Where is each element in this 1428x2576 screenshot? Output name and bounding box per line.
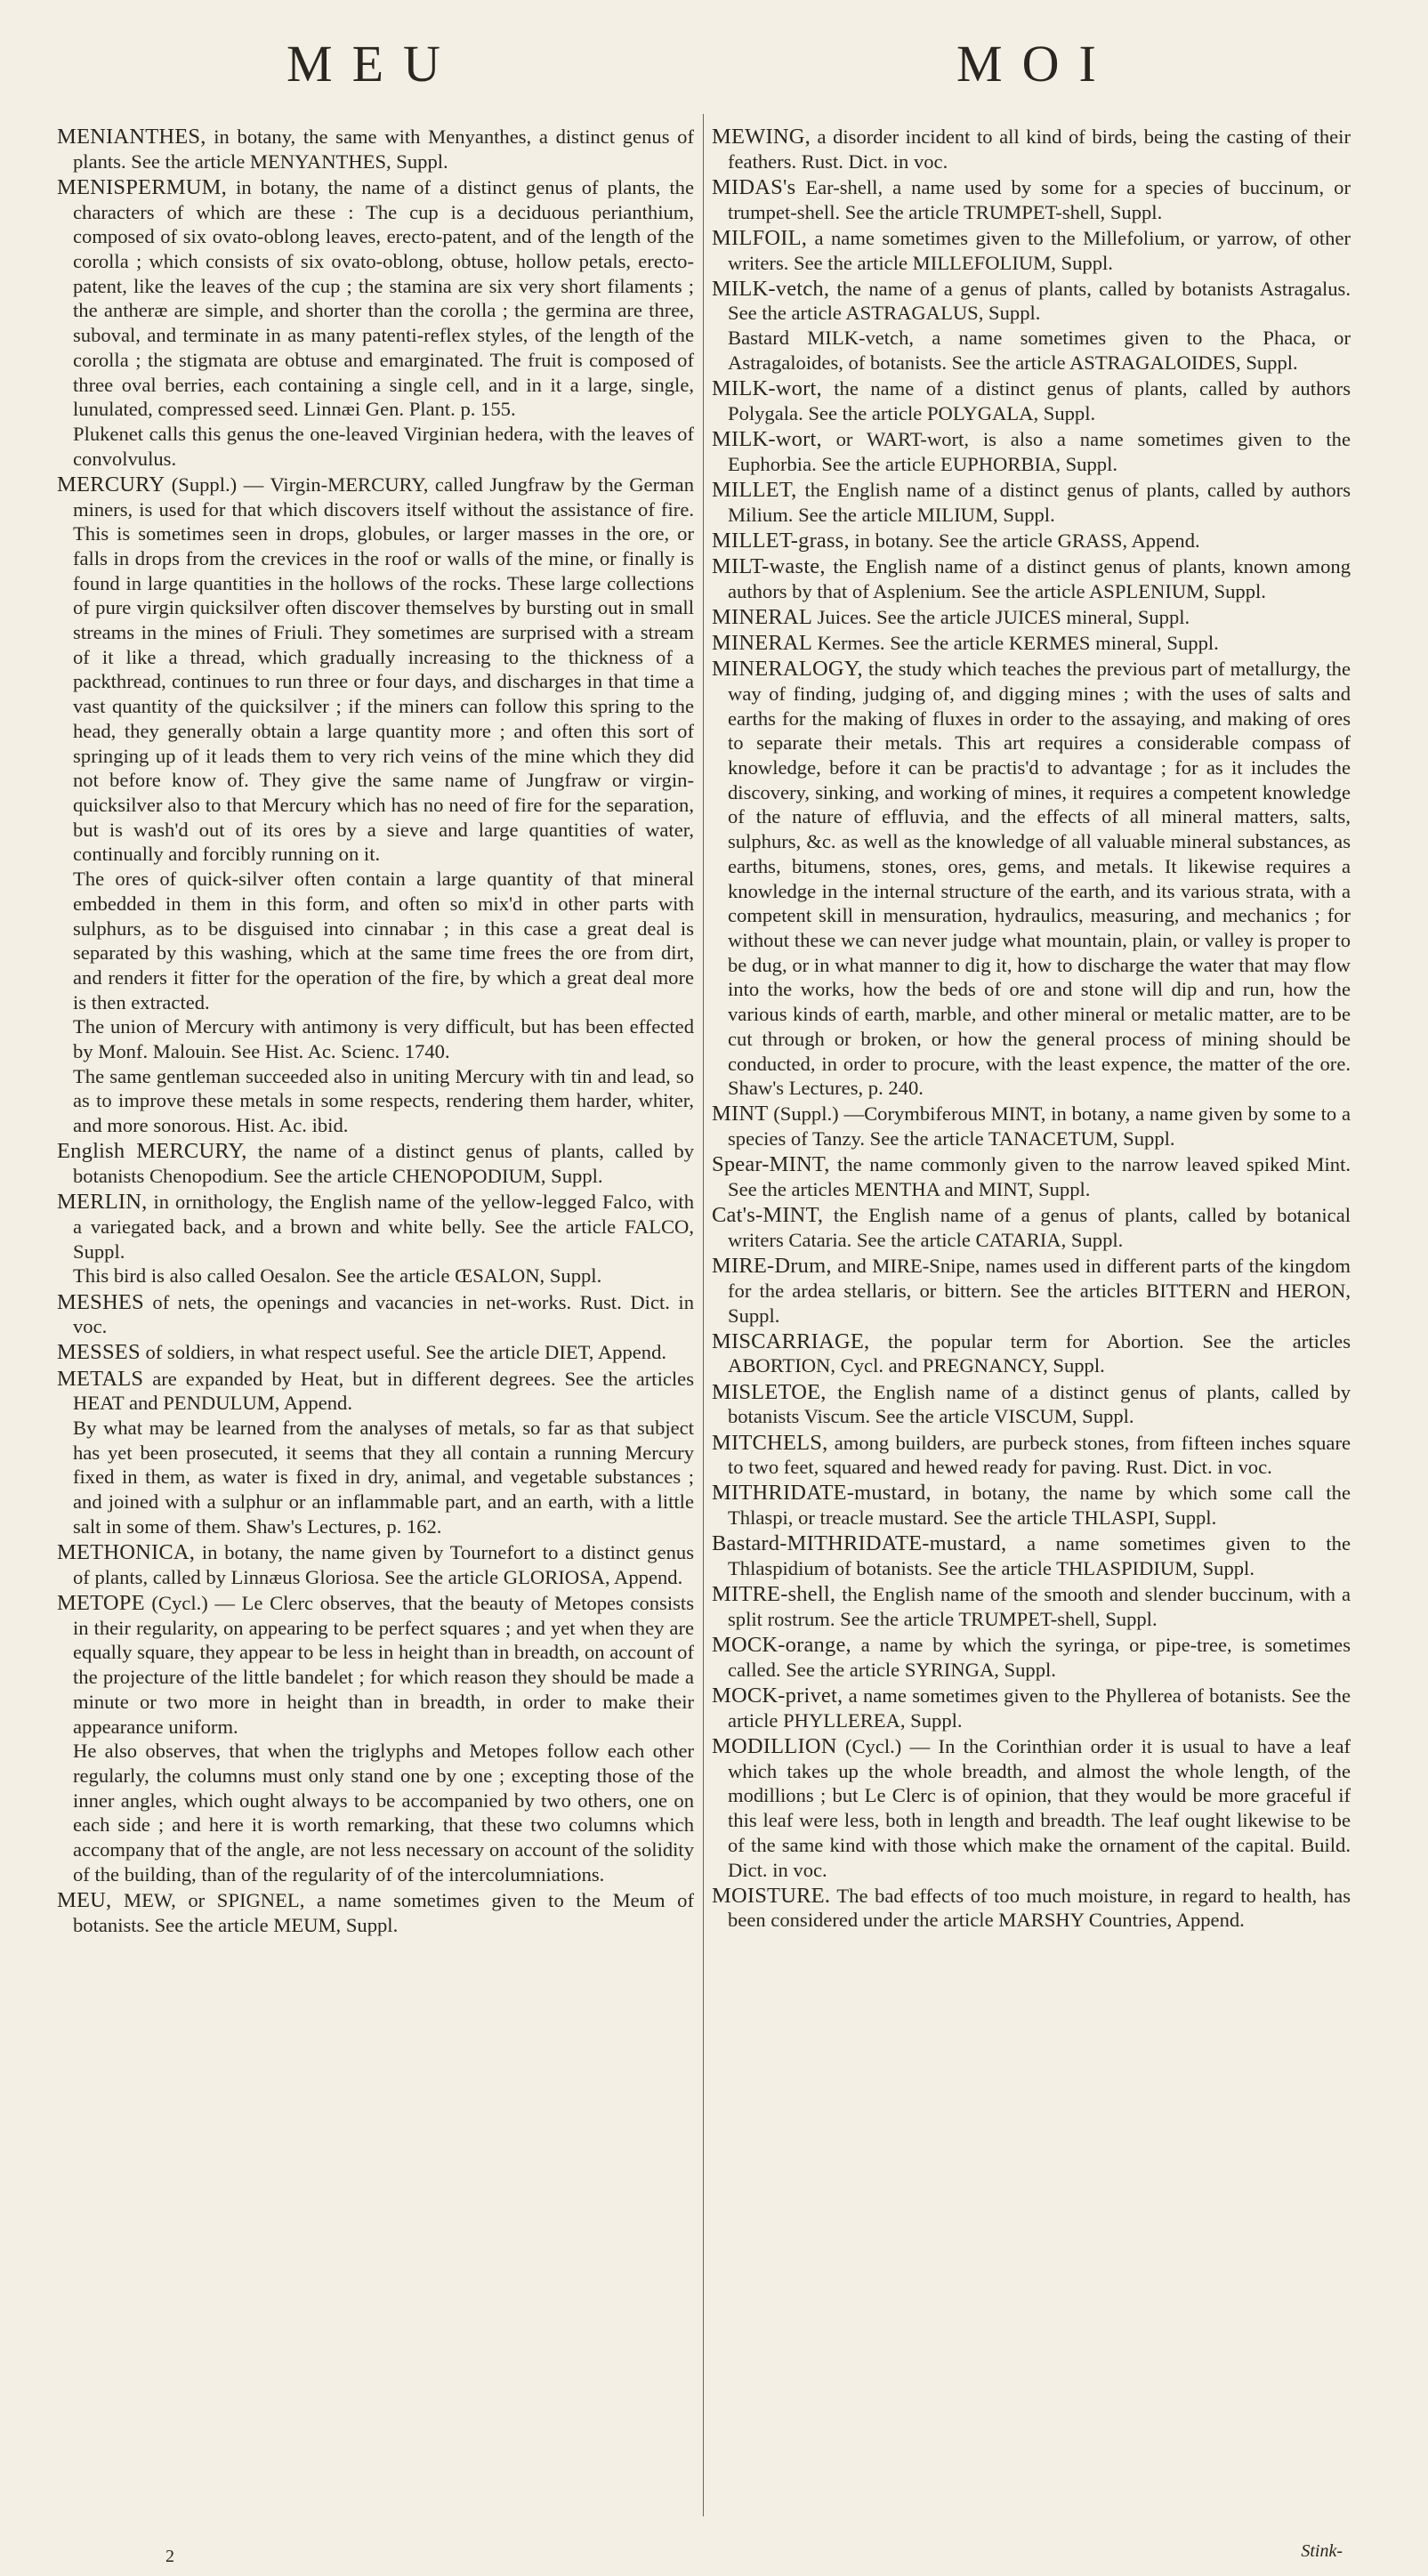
entry-text: The same gentleman succeeded also in uniting Mercury with tin and lead, so as to improve these metals in some respects, rendering them harder, whiter, and more sonorous. Hist. Ac. ibid.	[73, 1064, 694, 1137]
entry-text: the name commonly given to the narrow leaved spiked Mint. See the articles MENTHA and MINT, Suppl.	[728, 1153, 1351, 1201]
entry-headword: MINERAL	[712, 604, 813, 629]
entry-text: Ear-shell, a name used by some for a species of buccinum, or trumpet-shell. See the article TRUMPET-shell, Suppl.	[728, 175, 1351, 223]
entry-first-paragraph	[712, 1633, 1351, 1682]
entry-first-paragraph	[712, 1203, 1351, 1252]
entry-headword: MENIANTHES,	[57, 125, 206, 149]
dictionary-entry	[712, 1582, 1351, 1631]
entry-first-paragraph	[57, 1340, 694, 1365]
entry-text: in botany. See the article GRASS, Append.	[854, 529, 1200, 552]
page-folio: 2	[165, 2547, 174, 2566]
entry-headword: MILLET,	[712, 477, 797, 502]
entry-first-paragraph	[712, 657, 1351, 1101]
entry-headword: MINERALOGY,	[712, 657, 863, 682]
dictionary-entry	[712, 478, 1351, 527]
dictionary-entry	[712, 631, 1351, 656]
dictionary-entry	[712, 657, 1351, 1101]
entry-first-paragraph	[712, 529, 1351, 553]
entry-first-paragraph	[57, 125, 694, 174]
entry-first-paragraph	[712, 478, 1351, 527]
entry-first-paragraph	[712, 1254, 1351, 1328]
entry-text: in botany, the name given by Tournefort to a distinct genus of plants, called by Linnæus Gloriosa. See the article GLORIOSA, Append.	[73, 1541, 694, 1588]
dictionary-entry	[57, 175, 694, 471]
dictionary-entry	[57, 125, 694, 174]
entry-headword: English MERCURY,	[57, 1139, 247, 1164]
entry-first-paragraph	[57, 1139, 694, 1188]
entry-first-paragraph	[712, 1380, 1351, 1429]
entry-headword: MEWING,	[712, 125, 811, 149]
entry-first-paragraph	[712, 376, 1351, 425]
dictionary-entry	[712, 1684, 1351, 1732]
entry-first-paragraph	[57, 1367, 694, 1416]
entry-text: the English name of a distinct genus of plants, known among authors by that of Asplenium. See the article ASPLENIUM, Suppl.	[728, 554, 1351, 602]
entry-headword: MODILLION	[712, 1734, 837, 1758]
entry-text: (Suppl.) — Virgin-MERCURY, called Jungfraw by the German miners, is used for that which discovers itself without the assistance of fire. This is sometimes seen in drops, globules, or larger masses in the ore, or falls in drops from the crevices in the roof or walls of the mine, or finally is found in large quantities in the hollows of the rocks. These large collections of pure virgin quicksilver often discover themselves by bursting out in small streams in the mines of Friuli. They sometimes are surprised with a stream of it like a thread, which gradually increasing to the thickness of a packthread, continues to run three or four days, and discharges in that time a vast quantity of the quicksilver ; if the miners can follow this spring to the head, they generally obtain a large quantity more ; and often this sort of springing up of it leads them to very rich veins of the mine which they did not before know of. They give the same name of Jungfraw or virgin-quicksilver also to that Mercury which has no need of fire for the separation, but is wash'd out of its ores by a sieve and large quantities of water, continually and forcibly running on it.	[73, 472, 694, 866]
entry-headword: MILK-wort,	[712, 376, 822, 401]
dictionary-entry	[57, 472, 694, 1138]
entry-text: (Cycl.) — Le Clerc observes, that the beauty of Metopes consists in their regularity, on appearing to be perfect squares ; and yet when they are equally square, they appear to be less in height than in breadth, on account of the projecture of the little bandelet ; for which reason they should be made a minute or two more in height than in breadth, in order to make their appearance uniform.	[73, 1591, 694, 1738]
entry-continuation-paragraph	[57, 1416, 694, 1539]
dictionary-entry	[712, 175, 1351, 224]
entry-first-paragraph	[57, 1888, 694, 1937]
entry-text: Bastard MILK-vetch, a name sometimes given to the Phaca, or Astragaloides, of botanists. See the article ASTRAGALOIDES, Suppl.	[728, 327, 1351, 374]
dictionary-entry	[712, 125, 1351, 174]
entry-headword: MERLIN,	[57, 1190, 148, 1215]
entry-continuation-paragraph	[57, 1264, 694, 1288]
entry-text: a name sometimes given to the Thlaspidium of botanists. See the article THLASPIDIUM, Suppl.	[728, 1532, 1351, 1580]
entry-text: Plukenet calls this genus the one-leaved Virginian hedera, with the leaves of convolvulus.	[73, 422, 694, 470]
entry-headword: MILFOIL,	[712, 225, 808, 250]
entry-headword: METALS	[57, 1366, 144, 1391]
entry-headword: Bastard-MITHRIDATE-mustard,	[712, 1531, 1007, 1556]
entry-first-paragraph	[712, 125, 1351, 174]
entry-headword: METOPE	[57, 1590, 145, 1615]
entry-text: The union of Mercury with antimony is very difficult, but has been effected by Monf. Malouin. See Hist. Ac. Scienc. 1740.	[73, 1015, 694, 1063]
entry-first-paragraph	[57, 1290, 694, 1339]
entry-first-paragraph	[712, 1684, 1351, 1732]
dictionary-entry	[712, 1329, 1351, 1378]
entry-continuation-paragraph	[57, 422, 694, 471]
dictionary-entry	[712, 1431, 1351, 1480]
entry-headword: MENISPERMUM,	[57, 174, 227, 199]
entry-headword: MOCK-privet,	[712, 1684, 843, 1708]
left-column	[57, 125, 694, 1939]
entry-headword: MITRE-shell,	[712, 1582, 836, 1607]
entry-first-paragraph	[712, 1102, 1351, 1151]
entry-text: the English name of a distinct genus of plants, called by authors Milium. See the article MILIUM, Suppl.	[728, 478, 1351, 526]
entry-first-paragraph	[57, 1591, 694, 1739]
entry-text: By what may be learned from the analyses of metals, so far as that subject has yet been prosecuted, it seems that they all contain a running Mercury fixed in them, as water is fixed in dry, animal, and vegetable substances ; and joined with a sulphur or an inflammable part, and an earth, with a little salt in some of them. Shaw's Lectures, p. 162.	[73, 1417, 694, 1538]
entry-text: in ornithology, the English name of the yellow-legged Falco, with a variegated back, and a brown and white belly. See the article FALCO, Suppl.	[73, 1191, 694, 1263]
entry-first-paragraph	[712, 175, 1351, 224]
entry-first-paragraph	[57, 175, 694, 422]
dictionary-entry	[712, 529, 1351, 553]
entry-text: the English name of the smooth and slender buccinum, with a split rostrum. See the article TRUMPET-shell, Suppl.	[728, 1583, 1351, 1630]
entry-continuation-paragraph	[712, 326, 1351, 375]
entry-text: in botany, the name by which some call the Thlaspi, or treacle mustard. See the article THLASPI, Suppl.	[728, 1482, 1351, 1530]
entry-text: This bird is also called Oesalon. See the article ŒSALON, Suppl.	[73, 1264, 602, 1288]
dictionary-entry	[712, 376, 1351, 425]
entry-continuation-paragraph	[57, 1014, 694, 1063]
entry-headword: MINT	[712, 1102, 769, 1126]
entry-text: The bad effects of too much moisture, in regard to health, has been considered under the article MARSHY Countries, Append.	[728, 1884, 1351, 1932]
entry-first-paragraph	[712, 1329, 1351, 1378]
entry-headword: MILK-wort,	[712, 426, 822, 451]
entry-first-paragraph	[712, 631, 1351, 656]
right-column	[712, 125, 1351, 1934]
dictionary-entry	[712, 1531, 1351, 1580]
dictionary-entry	[57, 1888, 694, 1937]
dictionary-entry	[57, 1367, 694, 1539]
entry-text: The ores of quick-silver often contain a large quantity of that mineral embedded in them in this form, and often so mix'd in other parts with sulphurs, as to be disguised into cinnabar ; in this case a great deal is separated by this washing, which at the same time frees the ore from dirt, and renders it fitter for the operation of the fire, by which a great deal more is then extracted.	[73, 868, 694, 1013]
entry-first-paragraph	[57, 472, 694, 867]
entry-text: (Suppl.) —Corymbiferous MINT, in botany, a name given by some to a species of Tanzy. See the article TANACETUM, Suppl.	[728, 1102, 1351, 1151]
entry-text: a name sometimes given to the Millefolium, or yarrow, of other writers. See the article MILLEFOLIUM, Suppl.	[728, 226, 1351, 274]
entry-text: of soldiers, in what respect useful. See the article DIET, Append.	[145, 1341, 667, 1364]
entry-headword: MILT-waste,	[712, 553, 826, 578]
dictionary-entry	[712, 277, 1351, 375]
entry-headword: MINERAL	[712, 631, 813, 656]
entry-first-paragraph	[57, 1540, 694, 1589]
entry-continuation-paragraph	[57, 1739, 694, 1886]
entry-headword: MOCK-orange,	[712, 1633, 851, 1658]
entry-text: in botany, the same with Menyanthes, a distinct genus of plants. See the article MENYANTHES, Suppl.	[73, 125, 694, 173]
entry-headword: MESSES	[57, 1340, 141, 1365]
entry-headword: MILK-vetch,	[712, 276, 830, 301]
entry-text: (Cycl.) — In the Corinthian order it is usual to have a leaf which takes up the whole breadth, and almost the whole length, of the modillions ; but Le Clerc is of opinion, that they would be more graceful if this leaf were less, both in length and breadth. The leaf ought likewise to be of the same kind with those which make the ornament of the capital. Build. Dict. in voc.	[728, 1735, 1351, 1881]
entry-text: MEW, or SPIGNEL, a name sometimes given to the Meum of botanists. See the article MEUM, Suppl.	[73, 1888, 694, 1936]
entry-text: the name of a distinct genus of plants, called by botanists Chenopodium. See the article CHENOPODIUM, Suppl.	[73, 1140, 694, 1188]
entry-continuation-paragraph	[57, 1064, 694, 1138]
entry-headword: MITCHELS,	[712, 1430, 828, 1455]
entry-first-paragraph	[712, 1884, 1351, 1933]
entry-headword: MOISTURE.	[712, 1883, 831, 1908]
entry-text: Juices. See the article JUICES mineral, Suppl.	[817, 605, 1190, 628]
dictionary-entry	[712, 1380, 1351, 1429]
entry-text: He also observes, that when the triglyphs and Metopes follow each other regularly, the columns must only stand one by one ; excepting those of the inner angles, which ought always to be accompanied by two others, one on each side ; and here it is worth remarking, that these two columns which accompany that of the angle, are not less necessary on account of the solidity of the building, than of the regularity of of the intercolumniations.	[73, 1740, 694, 1886]
entry-first-paragraph	[57, 1190, 694, 1264]
dictionary-entry	[57, 1290, 694, 1339]
entry-text: a name sometimes given to the Phyllerea of botanists. See the article PHYLLEREA, Suppl.	[728, 1684, 1351, 1732]
entry-text: the name of a distinct genus of plants, called by authors Polygala. See the article POLYGALA, Suppl.	[728, 377, 1351, 424]
entry-headword: Spear-MINT,	[712, 1152, 830, 1177]
dictionary-entry	[712, 1481, 1351, 1530]
entry-first-paragraph	[712, 554, 1351, 603]
dictionary-entry	[57, 1540, 694, 1589]
entry-first-paragraph	[712, 605, 1351, 630]
entry-first-paragraph	[712, 1531, 1351, 1580]
entry-text: and MIRE-Snipe, names used in different parts of the kingdom for the ardea stellaris, or bittern. See the articles BITTERN and HERON, Suppl.	[728, 1255, 1351, 1327]
entry-first-paragraph	[712, 1152, 1351, 1201]
entry-first-paragraph	[712, 1481, 1351, 1530]
dictionary-entry	[712, 554, 1351, 603]
entry-text: in botany, the name of a distinct genus of plants, the characters of which are these : The cup is a deciduous perianthium, composed of six ovato-oblong leaves, erecto-patent, and of the length of the corolla ; which consists of six ovato-oblong, obtuse, hollow petals, erecto-patent, like the leaves of the cup ; the stamina are six very short filaments ; the antheræ are simple, and shorter than the corolla ; the germina are three, suboval, and terminate in as many patenti-reflex styles, of the length of the corolla ; the stigmata are obtuse and emarginated. The fruit is composed of three oval berries, each containing a single cell, and in it a large, single, lunulated, compressed seed. Linnæi Gen. Plant. p. 155.	[73, 175, 694, 421]
dictionary-entry	[712, 1633, 1351, 1682]
entry-text: the English name of a distinct genus of plants, called by botanists Viscum. See the article VISCUM, Suppl.	[728, 1380, 1351, 1428]
entry-text: are expanded by Heat, but in different degrees. See the articles HEAT and PENDULUM, Append.	[73, 1367, 694, 1415]
entry-text: the English name of a genus of plants, called by botanical writers Cataria. See the article CATARIA, Suppl.	[728, 1204, 1351, 1251]
entry-first-paragraph	[712, 427, 1351, 476]
dictionary-entry	[57, 1340, 694, 1365]
dictionary-entry	[712, 605, 1351, 630]
catchword: Stink-	[1301, 2541, 1343, 2561]
entry-headword: MISCARRIAGE,	[712, 1328, 870, 1353]
entry-headword: MISLETOE,	[712, 1379, 827, 1404]
dictionary-entry	[712, 1254, 1351, 1328]
dictionary-entry	[57, 1139, 694, 1188]
entry-headword: MEU,	[57, 1887, 112, 1912]
dictionary-entry	[712, 427, 1351, 476]
dictionary-entry	[712, 1102, 1351, 1151]
entry-text: a name by which the syringa, or pipe-tree, is sometimes called. See the article SYRINGA, Suppl.	[728, 1634, 1351, 1681]
entry-headword: MESHES	[57, 1289, 144, 1314]
entry-first-paragraph	[712, 277, 1351, 326]
dictionary-entry	[712, 1203, 1351, 1252]
entry-first-paragraph	[712, 1734, 1351, 1882]
entry-headword: MILLET-grass,	[712, 528, 850, 553]
entry-headword: Cat's-MINT,	[712, 1203, 824, 1228]
entry-text: a disorder incident to all kind of birds, being the casting of their feathers. Rust. Dict. in voc.	[728, 125, 1351, 173]
running-head-left: MEU	[286, 35, 460, 93]
entry-headword: MITHRIDATE-mustard,	[712, 1481, 932, 1506]
entry-text: or WART-wort, is also a name sometimes given to the Euphorbia. See the article EUPHORBIA, Suppl.	[728, 427, 1351, 475]
entry-headword: MIDAS's	[712, 174, 796, 199]
dictionary-entry	[712, 1152, 1351, 1201]
dictionary-entry	[712, 226, 1351, 275]
entry-headword: MIRE-Drum,	[712, 1254, 832, 1279]
entry-text: of nets, the openings and vacancies in net-works. Rust. Dict. in voc.	[73, 1290, 694, 1338]
dictionary-entry	[712, 1884, 1351, 1933]
entry-headword: METHONICA,	[57, 1540, 196, 1565]
dictionary-entry	[712, 1734, 1351, 1882]
entry-text: the popular term for Abortion. See the articles ABORTION, Cycl. and PREGNANCY, Suppl.	[728, 1329, 1351, 1377]
column-divider	[703, 114, 704, 2516]
entry-first-paragraph	[712, 1431, 1351, 1480]
entry-first-paragraph	[712, 226, 1351, 275]
dictionary-entry	[57, 1591, 694, 1886]
entry-continuation-paragraph	[57, 867, 694, 1014]
entry-headword: MERCURY	[57, 472, 165, 497]
dictionary-entry	[57, 1190, 694, 1288]
entry-text: the name of a genus of plants, called by botanists Astragalus. See the article ASTRAGALUS, Suppl.	[728, 277, 1351, 325]
entry-text: Kermes. See the article KERMES mineral, Suppl.	[817, 632, 1219, 655]
entry-first-paragraph	[712, 1582, 1351, 1631]
running-head-right: MOI	[956, 35, 1116, 93]
entry-text: among builders, are purbeck stones, from fifteen inches square to two feet, squared and hewed ready for paving. Rust. Dict. in voc.	[728, 1431, 1351, 1479]
entry-text: the study which teaches the previous part of metallurgy, the way of finding, judging of, and digging mines ; with the uses of salts and earths for the making of fluxes in order to the assaying, and making of ores to separate their metals. This art requires a considerable compass of knowledge, before it can be practis'd to advantage ; for as it includes the discovery, sinking, and working of mines, it requires a competent knowledge of the nature of effluvia, and the effects of all mineral matters, salts, sulphurs, &c. as well as the knowledge of all valuable mineral substances, as earths, bitumens, stones, ores, gems, and metals. It likewise requires a knowledge in the internal structure of the earth, and its various strata, with a competent skill in mensuration, hydraulics, measuring, and mechanics ; for without these we can never judge what mountain, plain, or valley is proper to be dug, or in what manner to dig it, how to discharge the water that may flow into the works, how the beds of ore and stone will dip and run, how the various kinds of earth, marble, and other mineral or metalic matter, are to be cut through or broken, or how the general process of mining should be conducted, in order to procure, with the least expence, the matter of the ore. Shaw's Lectures, p. 240.	[728, 658, 1351, 1100]
